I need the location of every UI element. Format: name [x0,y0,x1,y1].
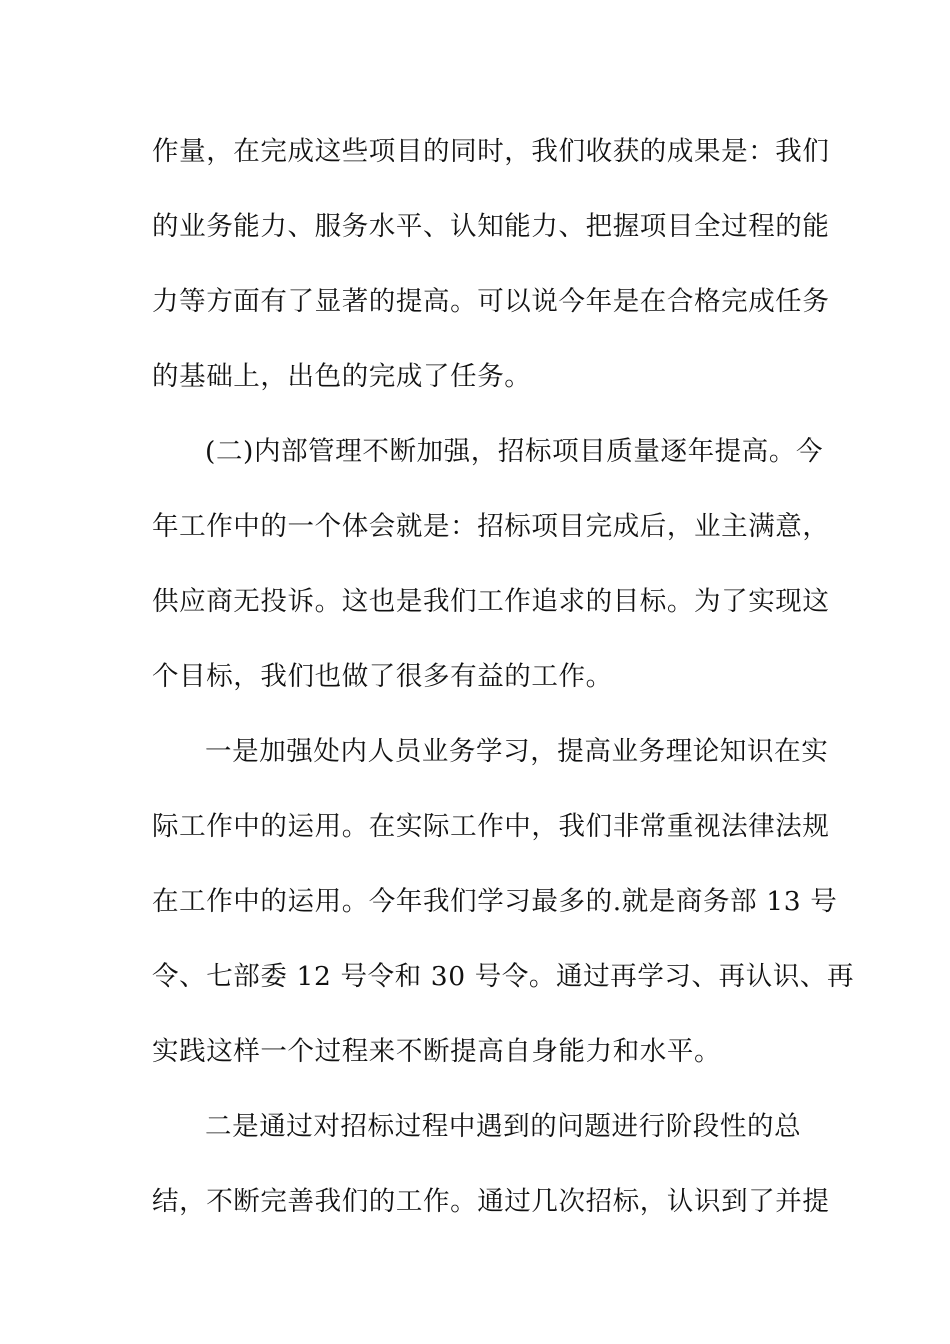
text-line: 年工作中的一个体会就是：招标项目完成后，业主满意， [152,511,830,542]
paragraph-first-line: 一是加强处内人员业务学习，提高业务理论知识在实 [205,736,829,767]
text-line: 作量，在完成这些项目的同时，我们收获的成果是：我们 [152,136,830,167]
text-line: 供应商无投诉。这也是我们工作追求的目标。为了实现这 [152,586,830,617]
text-line: 个目标，我们也做了很多有益的工作。 [152,661,613,692]
text-line: 际工作中的运用。在实际工作中，我们非常重视法律法规 [152,811,830,842]
text-line: 在工作中的运用。今年我们学习最多的.就是商务部 13 号 [152,886,838,917]
text-line: 的基础上，出色的完成了任务。 [152,361,532,392]
text-line: 令、七部委 12 号令和 30 号令。通过再学习、再认识、再 [152,961,855,992]
text-line: 的业务能力、服务水平、认知能力、把握项目全过程的能 [152,211,830,242]
paragraph-first-line: (二)内部管理不断加强，招标项目质量逐年提高。今 [205,436,824,467]
text-line: 结，不断完善我们的工作。通过几次招标，认识到了并提 [152,1186,830,1217]
text-line: 实践这样一个过程来不断提高自身能力和水平。 [152,1036,722,1067]
text-line: 力等方面有了显著的提高。可以说今年是在合格完成任务 [152,286,830,317]
paragraph-first-line: 二是通过对招标过程中遇到的问题进行阶段性的总 [205,1111,802,1142]
